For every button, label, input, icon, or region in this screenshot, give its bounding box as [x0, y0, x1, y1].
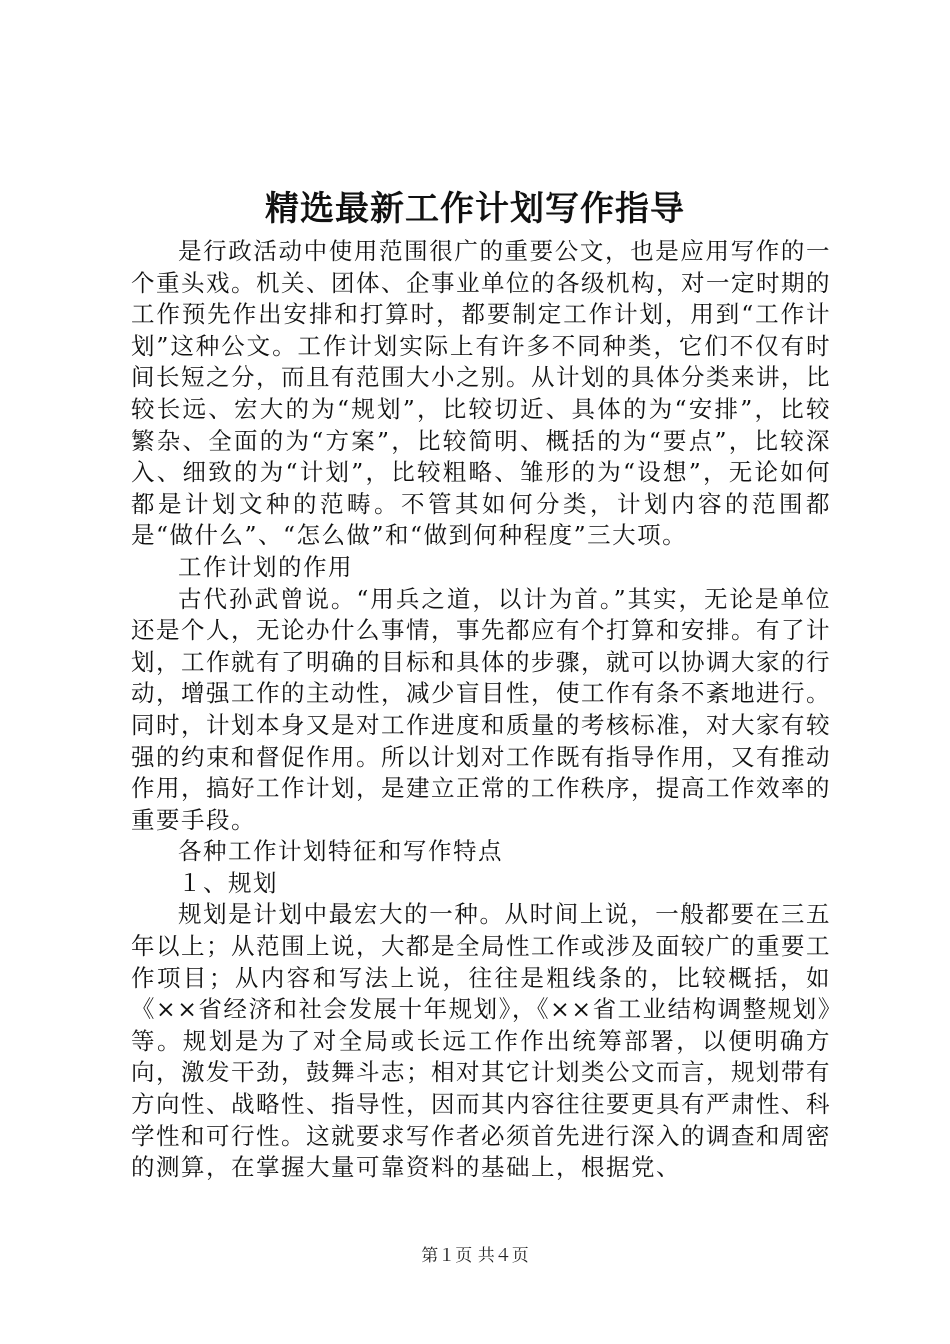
paragraph-intro: 是行政活动中使用范围很广的重要公文，也是应用写作的一个重头戏。机关、团体、企事业单位的各级机构，对一定时期的工作预先作出安排和打算时，都要制定工作计划，用到“工作计划”这种公文。工作计划实际上有许多不同种类，它们不仅有时间长短之分，而且有范围大小之别。从计划的具体分类来讲，比较长远、宏大的为“规划”，比较切近、具体的为“安排”，比较繁杂、全面的为“方案”，比较简明、概括的为“要点”，比较深入、细致的为“计划”，比较粗略、雏形的为“设想”，无论如何都是计划文种的范畴。不管其如何分类，计划内容的范围都是“做什么”、“怎么做”和“做到何种程度”三大项。	[131, 237, 831, 550]
paragraph-planning: 规划是计划中最宏大的一种。从时间上说，一般都要在三五年以上；从范围上说，大都是全局性工作或涉及面较广的重要工作项目；从内容和写法上说，往往是粗线条的，比较概括，如《××省经济和社会发展十年规划》，《××省工业结构调整规划》等。规划是为了对全局或长远工作作出统筹部署，以便明确方向，激发干劲，鼓舞斗志；相对其它计划类公文而言，规划带有方向性、战略性、指导性，因而其内容往往要更具有严肃性、科学性和可行性。这就要求写作者必须首先进行深入的调查和周密的测算，在掌握大量可靠资料的基础上，根据党、	[131, 900, 831, 1182]
document-body	[131, 236, 831, 1184]
document-title: 精选最新工作计划写作指导	[265, 189, 685, 229]
subheading-planning: １、规划	[178, 868, 278, 897]
page-number-footer: 第１页 共４页	[421, 1246, 529, 1266]
section-heading-features: 各种工作计划特征和写作特点	[178, 837, 503, 866]
section-heading-role: 工作计划的作用	[178, 552, 353, 581]
paragraph-role: 古代孙武曾说。“用兵之道，以计为首。”其实，无论是单位还是个人，无论办什么事情，事先都应有个打算和安排。有了计划，工作就有了明确的目标和具体的步骤，就可以协调大家的行动，增强工作的主动性，减少盲目性，使工作有条不紊地进行。同时，计划本身又是对工作进度和质量的考核标准，对大家有较强的约束和督促作用。所以计划对工作既有指导作用，又有推动作用，搞好工作计划，是建立正常的工作秩序，提高工作效率的重要手段。	[131, 584, 831, 834]
